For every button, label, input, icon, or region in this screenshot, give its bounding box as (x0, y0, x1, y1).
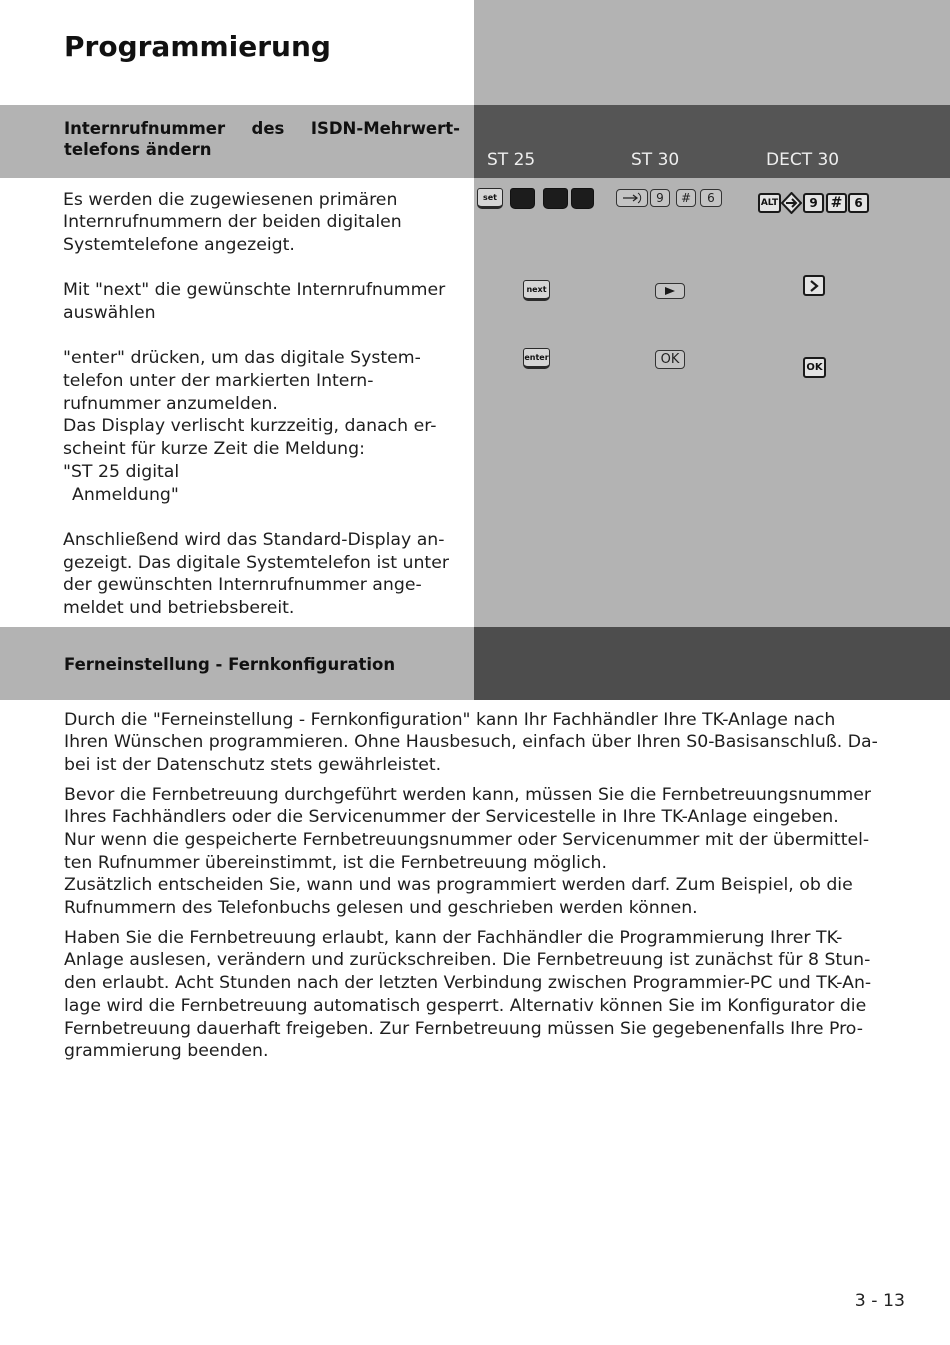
text-line: Das Display verlischt kurzzeitig, danach er- (63, 416, 437, 437)
text-line: Zusätzlich entscheiden Sie, wann und was programmiert werden darf. Zum Beispiel, ob die (64, 875, 853, 896)
st30-ok-key (655, 350, 685, 369)
key-column-panel (474, 178, 950, 627)
text-line: Durch die "Ferneinstellung - Fernkonfiguration" kann Ihr Fachhändler Ihre TK-Anlage nach (64, 709, 836, 730)
text-line: Es werden die zugewiesenen primären (63, 189, 398, 210)
text-line: lage wird die Fernbetreuung automatisch gesperrt. Alternativ können Sie im Konfigurator die (64, 995, 867, 1016)
section2-band-right (474, 627, 950, 700)
st30-key-hash-label: # (680, 191, 692, 205)
section-heading-line: telefons ändern (64, 139, 212, 159)
body-paragraph (64, 784, 934, 920)
phone-header-band (474, 105, 950, 178)
st25-enter-key-label: enter (524, 353, 549, 362)
st30-key-6 (700, 189, 722, 207)
chevron-right-icon (808, 279, 820, 293)
st25-set-key (477, 188, 503, 209)
text-line: Anlage auslesen, verändern und zurückschreiben. Die Fernbetreuung ist zunächst für 8 Stun- (64, 950, 871, 971)
text-line: Haben Sie die Fernbetreuung erlaubt, kann der Fachhändler die Programmierung Ihrer TK- (64, 927, 843, 948)
text-line: Bevor die Fernbetreuung durchgeführt werden kann, müssen Sie die Fernbetreuungsnummer (64, 784, 872, 805)
text-line: der gewünschten Internrufnummer ange- (63, 575, 422, 596)
text-line: Anschließend wird das Standard-Display an- (63, 529, 445, 550)
dect30-ok-key-label: OK (806, 362, 823, 373)
black-key-icon (571, 188, 594, 209)
arrow-right-icon (618, 191, 646, 205)
instruction-column (63, 189, 471, 620)
phone-label-st25: ST 25 (487, 150, 536, 170)
dect30-key-9-label: 9 (809, 196, 818, 210)
st30-next-key (655, 283, 685, 299)
text-line: auswählen (63, 303, 156, 324)
instruction-paragraph (63, 347, 471, 506)
dect30-key-6 (848, 193, 869, 213)
page-number: 3 - 13 (854, 1291, 905, 1311)
section-heading-internruf (64, 118, 460, 160)
dect30-key-hash-label: # (830, 195, 843, 211)
text-line: ten Rufnummer übereinstimmt, ist die Fernbetreuung möglich. (64, 852, 607, 873)
instruction-paragraph (63, 529, 471, 620)
play-icon (663, 286, 677, 296)
text-line: rufnummer anzumelden. (63, 393, 278, 414)
st25-next-key (523, 280, 550, 301)
text-line: grammierung beenden. (64, 1041, 269, 1062)
section-heading-line: Internrufnummer des ISDN-Mehrwert- (64, 118, 460, 138)
st25-set-key-label: set (482, 193, 497, 202)
instruction-paragraph (63, 279, 471, 324)
text-line: Fernbetreuung dauerhaft freigeben. Zur Fernbetreuung müssen Sie gegebenenfalls Ihre Pro- (64, 1018, 863, 1039)
st30-key-9 (650, 189, 670, 207)
st30-key-hash (676, 189, 696, 207)
st30-key-9-label: 9 (656, 191, 664, 205)
dect30-key-hash (826, 193, 847, 213)
text-line: Rufnummern des Telefonbuchs gelesen und geschrieben werden können. (64, 898, 698, 919)
text-line: Nur wenn die gespeicherte Fernbetreuungsnummer oder Servicenummer mit der übermittel- (64, 830, 870, 851)
phone-label-dect30: DECT 30 (766, 150, 840, 170)
st25-next-key-label: next (526, 285, 547, 294)
body-paragraph (64, 927, 934, 1063)
st25-enter-key (523, 348, 550, 369)
body-text (64, 709, 934, 1063)
text-line: bei ist der Datenschutz stets gewährleistet. (64, 754, 442, 775)
display-message-line: Anmeldung" (72, 484, 179, 505)
dect30-alt-key-label: ALT (760, 198, 779, 208)
dect30-ok-key (803, 357, 826, 378)
text-line: Ihres Fachhändlers oder die Servicenummer der Servicestelle in Ihre TK-Anlage eingeben. (64, 807, 839, 828)
dect30-key-6-label: 6 (854, 196, 863, 210)
st30-key-6-label: 6 (707, 191, 715, 205)
display-message-line: "ST 25 digital (63, 461, 180, 482)
body-paragraph (64, 709, 934, 777)
text-line: den erlaubt. Acht Stunden nach der letzten Verbindung zwischen Programmier-PC und TK-An- (64, 973, 872, 994)
text-line: Mit "next" die gewünschte Internrufnummer (63, 280, 446, 301)
st30-menu-key (616, 189, 648, 207)
text-line: Systemtelefone angezeigt. (63, 234, 295, 255)
text-line: Internrufnummern der beiden digitalen (63, 212, 402, 233)
text-line: telefon unter der markierten Intern- (63, 371, 374, 392)
phone-label-st30: ST 30 (631, 150, 680, 170)
text-line: gezeigt. Das digitale Systemtelefon ist unter (63, 552, 449, 573)
dect30-alt-key (758, 193, 781, 213)
text-line: "enter" drücken, um das digitale System- (63, 348, 421, 369)
text-line: meldet und betriebsbereit. (63, 597, 295, 618)
dect30-next-key (803, 275, 825, 296)
black-key-icon (510, 188, 535, 209)
dect30-key-9 (803, 193, 824, 213)
text-line: Ihren Wünschen programmieren. Ohne Hausbesuch, einfach über Ihren S0-Basisanschluß. Da- (64, 732, 878, 753)
dect30-nav-key (781, 192, 802, 214)
instruction-paragraph (63, 189, 471, 257)
st30-ok-key-label: OK (660, 352, 680, 367)
diamond-arrow-icon (781, 192, 802, 214)
black-key-icon (543, 188, 568, 209)
right-panel-top (474, 0, 950, 105)
section-heading-fern: Ferneinstellung - Fernkonfiguration (64, 654, 396, 674)
page-title: Programmierung (64, 30, 331, 63)
text-line: scheint für kurze Zeit die Meldung: (63, 439, 365, 460)
